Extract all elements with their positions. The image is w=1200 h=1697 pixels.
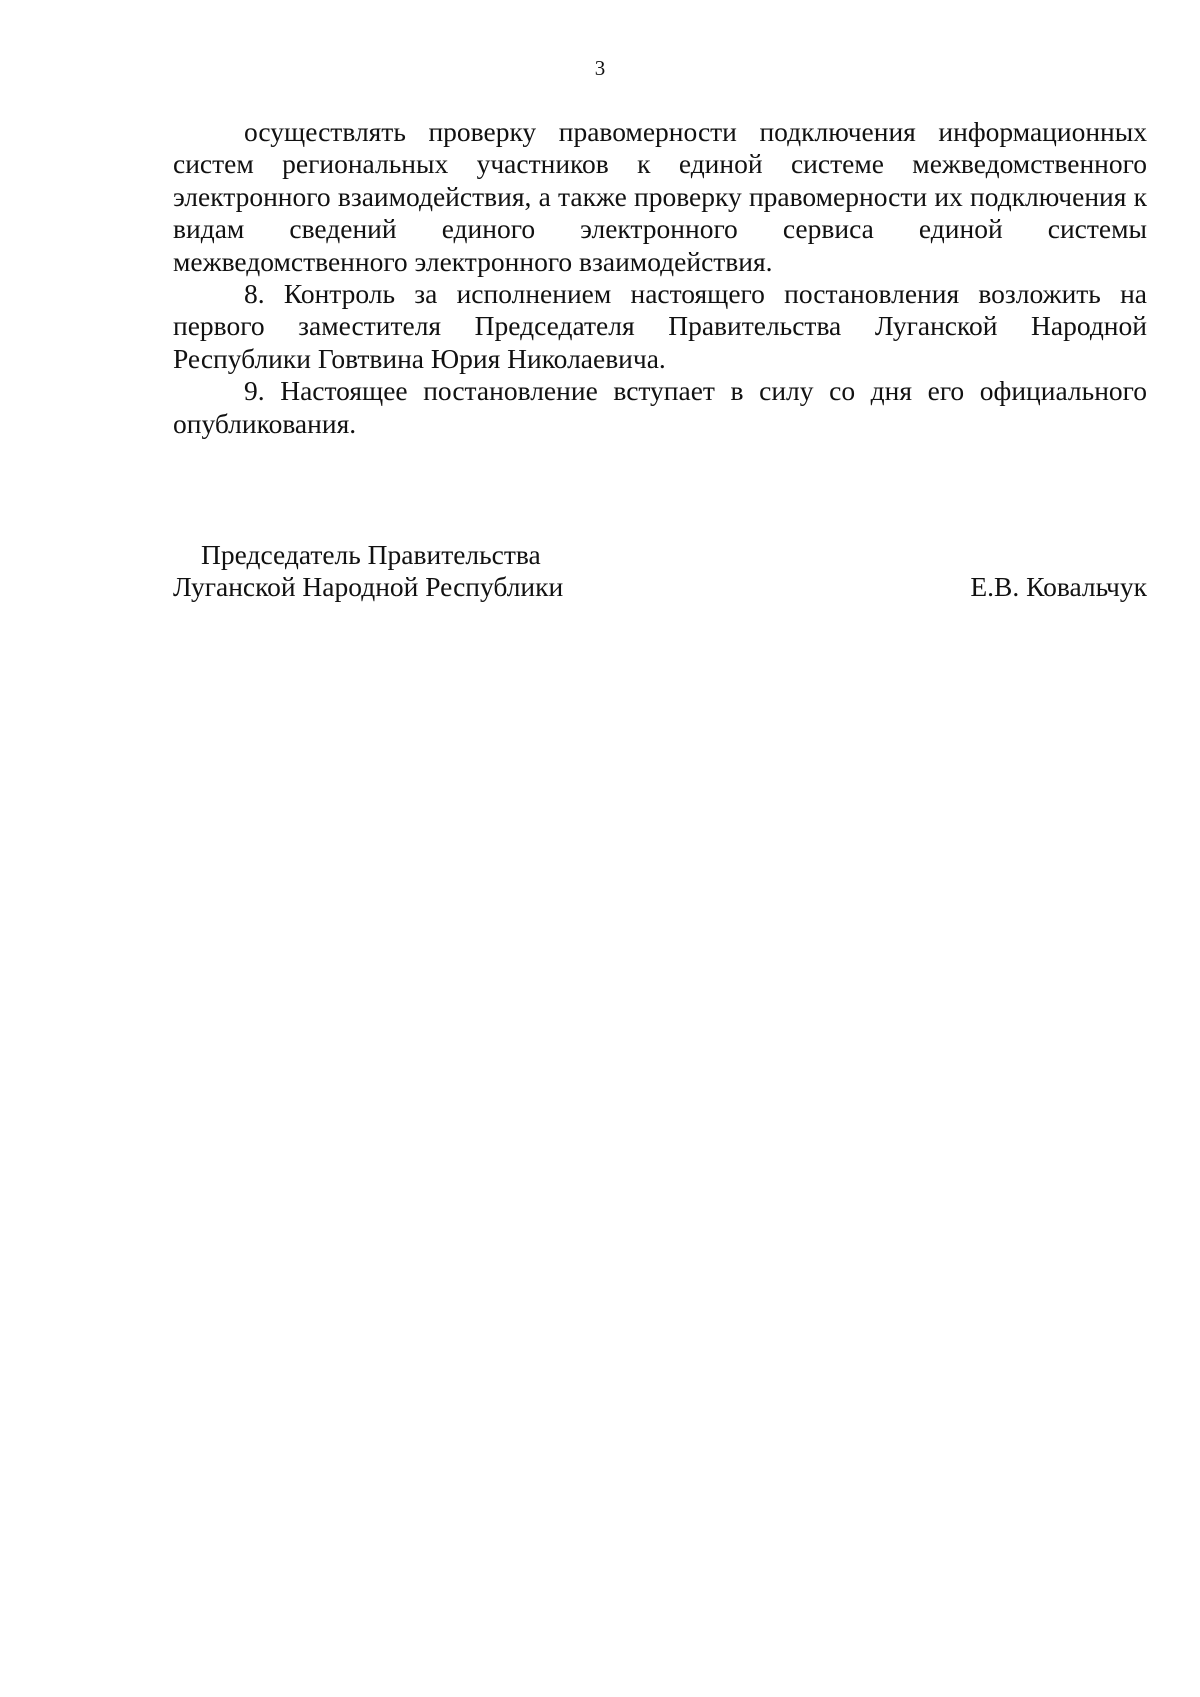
paragraph-item-7-continuation: осуществлять проверку правомерности подключения информационных систем региональных участников к единой системе межведомственного электронного взаимодействия, а также проверку правомерности их подключения к видам сведений единого электронного сервиса единой системы межведомственного электронного взаимодействия. [173, 116, 1147, 277]
signatory-position-line-1: Председатель Правительства [201, 539, 541, 570]
document-body [173, 116, 1147, 440]
page-number: 3 [594, 56, 606, 80]
signatory-position [173, 539, 563, 604]
signatory-name: Е.В. Ковальчук [970, 571, 1147, 603]
paragraph-item-9: 9. Настоящее постановление вступает в силу со дня его официального опубликования. [173, 375, 1147, 439]
signatory-position-line-2: Луганской Народной Республики [173, 571, 564, 603]
paragraph-item-8: 8. Контроль за исполнением настоящего постановления возложить на первого заместителя Председателя Правительства Луганской Народной Республики Говтвина Юрия Николаевича. [173, 278, 1147, 374]
